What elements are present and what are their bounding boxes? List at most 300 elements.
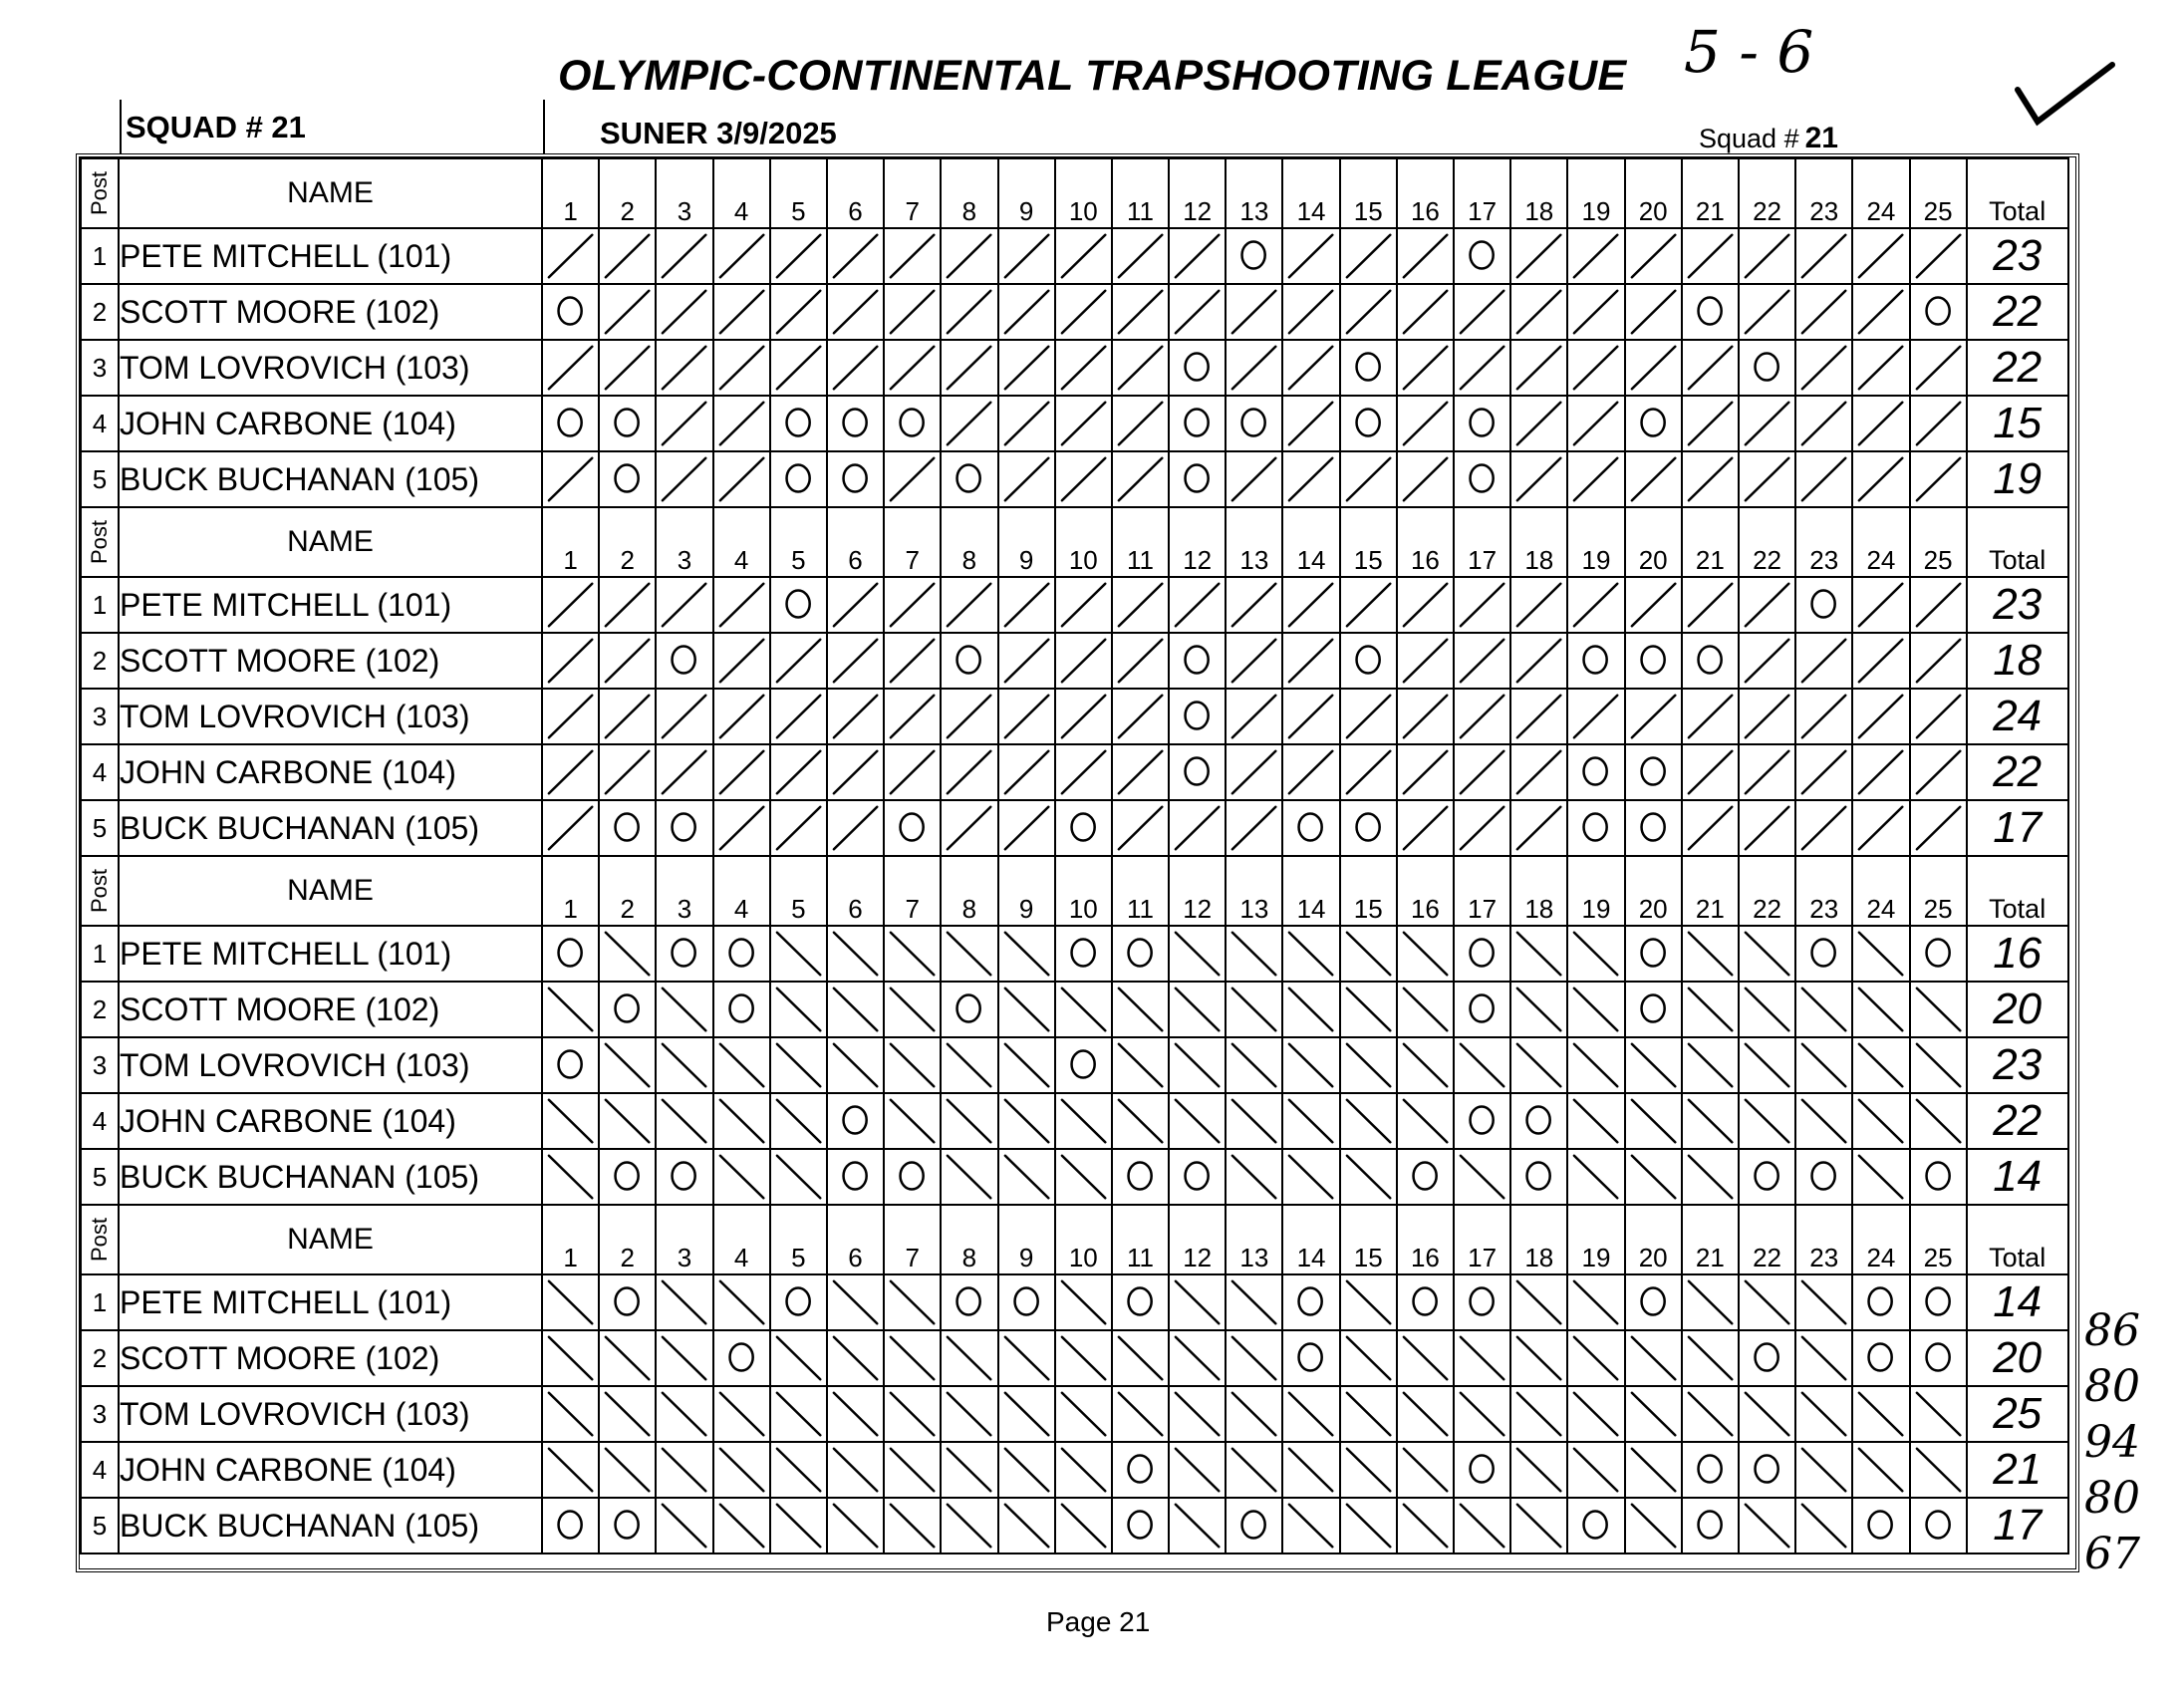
shot-cell bbox=[1226, 1149, 1282, 1205]
shot-cell bbox=[1682, 228, 1739, 284]
hit-slash-icon bbox=[1853, 229, 1908, 283]
shot-cell bbox=[941, 228, 997, 284]
hit-slash-icon bbox=[1455, 1331, 1509, 1385]
shot-cell bbox=[1682, 982, 1739, 1037]
shot-cell bbox=[1510, 689, 1567, 744]
shot-cell bbox=[1454, 1274, 1510, 1330]
hit-slash-icon bbox=[1796, 983, 1851, 1036]
target-number: 15 bbox=[1340, 507, 1397, 577]
shot-cell bbox=[827, 1037, 884, 1093]
hit-slash-icon bbox=[1568, 397, 1623, 450]
hit-slash-icon bbox=[600, 229, 655, 283]
hit-slash-icon bbox=[828, 927, 883, 981]
hit-slash-icon bbox=[771, 801, 826, 855]
hit-slash-icon bbox=[600, 745, 655, 799]
target-number: 23 bbox=[1795, 1205, 1852, 1274]
shot-cell bbox=[599, 451, 656, 507]
shot-cell bbox=[1454, 1037, 1510, 1093]
hit-slash-icon bbox=[1911, 983, 1966, 1036]
shot-cell bbox=[884, 800, 941, 856]
hit-slash-icon bbox=[1568, 1038, 1623, 1092]
shot-cell bbox=[1055, 1093, 1112, 1149]
shot-cell bbox=[1112, 340, 1169, 396]
shot-cell bbox=[1510, 1149, 1567, 1205]
target-number: 19 bbox=[1567, 158, 1624, 228]
miss-circle-icon bbox=[1511, 1094, 1566, 1148]
hit-slash-icon bbox=[1113, 1038, 1168, 1092]
shot-cell bbox=[1226, 228, 1282, 284]
shot-cell bbox=[998, 340, 1055, 396]
shot-cell bbox=[1567, 284, 1624, 340]
shot-cell bbox=[713, 451, 770, 507]
hit-slash-icon bbox=[885, 983, 940, 1036]
hit-slash-icon bbox=[1170, 285, 1225, 339]
shot-cell bbox=[998, 1498, 1055, 1553]
shot-cell bbox=[770, 1386, 827, 1442]
hit-slash-icon bbox=[885, 690, 940, 743]
shot-cell bbox=[1282, 396, 1339, 451]
hit-slash-icon bbox=[600, 634, 655, 688]
shot-cell bbox=[941, 1037, 997, 1093]
hit-slash-icon bbox=[1283, 578, 1338, 632]
shot-cell bbox=[1795, 228, 1852, 284]
shot-cell bbox=[770, 1149, 827, 1205]
miss-circle-icon bbox=[657, 801, 711, 855]
shot-cell bbox=[1910, 800, 1967, 856]
shooter-total: 14 bbox=[1967, 1149, 2068, 1205]
hit-slash-icon bbox=[1227, 452, 1281, 506]
hit-slash-icon bbox=[771, 1150, 826, 1204]
hit-slash-icon bbox=[1911, 578, 1966, 632]
shot-cell bbox=[1739, 926, 1795, 982]
target-number: 16 bbox=[1397, 856, 1454, 926]
hit-slash-icon bbox=[885, 1499, 940, 1553]
shot-cell bbox=[1625, 633, 1682, 689]
shot-cell bbox=[1625, 982, 1682, 1037]
hit-slash-icon bbox=[1283, 1038, 1338, 1092]
shot-cell bbox=[1510, 1037, 1567, 1093]
shot-cell bbox=[1226, 744, 1282, 800]
shot-cell bbox=[1625, 1442, 1682, 1498]
miss-circle-icon bbox=[600, 1499, 655, 1553]
hit-slash-icon bbox=[1056, 1275, 1111, 1329]
target-number: 13 bbox=[1226, 158, 1282, 228]
shot-cell bbox=[1055, 689, 1112, 744]
miss-circle-icon bbox=[1626, 397, 1681, 450]
hit-slash-icon bbox=[942, 397, 996, 450]
hit-slash-icon bbox=[543, 1094, 598, 1148]
hit-slash-icon bbox=[828, 801, 883, 855]
shot-cell bbox=[884, 284, 941, 340]
shot-cell bbox=[1510, 633, 1567, 689]
shot-cell bbox=[941, 800, 997, 856]
hit-slash-icon bbox=[600, 1443, 655, 1497]
hit-slash-icon bbox=[600, 1331, 655, 1385]
shot-cell bbox=[1795, 1330, 1852, 1386]
shot-cell bbox=[713, 1093, 770, 1149]
shot-cell bbox=[1852, 1330, 1909, 1386]
hit-slash-icon bbox=[1341, 1150, 1396, 1204]
shot-cell bbox=[1739, 396, 1795, 451]
miss-circle-icon bbox=[1455, 397, 1509, 450]
hit-slash-icon bbox=[1511, 397, 1566, 450]
shot-cell bbox=[1625, 689, 1682, 744]
shot-cell bbox=[770, 1037, 827, 1093]
hit-slash-icon bbox=[1398, 452, 1453, 506]
target-number: 4 bbox=[713, 1205, 770, 1274]
hit-slash-icon bbox=[1740, 801, 1794, 855]
hit-slash-icon bbox=[1283, 1499, 1338, 1553]
hit-slash-icon bbox=[1227, 1150, 1281, 1204]
shooter-total: 21 bbox=[1967, 1442, 2068, 1498]
miss-circle-icon bbox=[942, 634, 996, 688]
shot-cell bbox=[1739, 577, 1795, 633]
hit-slash-icon bbox=[1911, 1094, 1966, 1148]
shot-cell bbox=[1454, 1498, 1510, 1553]
post-number: 2 bbox=[81, 633, 119, 689]
shot-cell bbox=[1795, 396, 1852, 451]
hit-slash-icon bbox=[1170, 983, 1225, 1036]
shooter-row bbox=[81, 1386, 2068, 1442]
shot-cell bbox=[1454, 1330, 1510, 1386]
hit-slash-icon bbox=[885, 634, 940, 688]
shot-cell bbox=[770, 926, 827, 982]
hit-slash-icon bbox=[1511, 927, 1566, 981]
hit-slash-icon bbox=[1568, 229, 1623, 283]
target-number: 15 bbox=[1340, 158, 1397, 228]
hit-slash-icon bbox=[1740, 690, 1794, 743]
hit-slash-icon bbox=[714, 578, 769, 632]
shot-cell bbox=[1340, 1330, 1397, 1386]
hit-slash-icon bbox=[1683, 983, 1738, 1036]
shot-cell bbox=[1510, 284, 1567, 340]
post-number: 3 bbox=[81, 1037, 119, 1093]
hit-slash-icon bbox=[1227, 1387, 1281, 1441]
shot-cell bbox=[1112, 228, 1169, 284]
miss-circle-icon bbox=[771, 1275, 826, 1329]
shot-cell bbox=[770, 228, 827, 284]
shot-cell bbox=[1567, 396, 1624, 451]
hit-slash-icon bbox=[885, 927, 940, 981]
shot-cell bbox=[1226, 451, 1282, 507]
miss-circle-icon bbox=[600, 1150, 655, 1204]
hit-slash-icon bbox=[1626, 1387, 1681, 1441]
shot-cell bbox=[656, 577, 712, 633]
shot-cell bbox=[713, 1149, 770, 1205]
hit-slash-icon bbox=[999, 983, 1054, 1036]
total-header: Total bbox=[1967, 856, 2068, 926]
shot-cell bbox=[1169, 633, 1226, 689]
hit-slash-icon bbox=[1341, 745, 1396, 799]
hit-slash-icon bbox=[1455, 634, 1509, 688]
post-number: 4 bbox=[81, 396, 119, 451]
post-number: 1 bbox=[81, 577, 119, 633]
hit-slash-icon bbox=[771, 983, 826, 1036]
target-number: 4 bbox=[713, 507, 770, 577]
miss-circle-icon bbox=[1626, 983, 1681, 1036]
shot-cell bbox=[770, 1093, 827, 1149]
shot-cell bbox=[1169, 1498, 1226, 1553]
hit-slash-icon bbox=[1911, 397, 1966, 450]
shot-cell bbox=[1055, 1498, 1112, 1553]
target-number: 18 bbox=[1510, 1205, 1567, 1274]
shot-cell bbox=[1910, 284, 1967, 340]
shot-cell bbox=[1112, 633, 1169, 689]
hit-slash-icon bbox=[657, 1094, 711, 1148]
hit-slash-icon bbox=[1455, 1150, 1509, 1204]
shooter-row bbox=[81, 396, 2068, 451]
shot-cell bbox=[770, 982, 827, 1037]
shot-cell bbox=[1055, 1330, 1112, 1386]
hit-slash-icon bbox=[828, 1038, 883, 1092]
hit-slash-icon bbox=[1227, 745, 1281, 799]
shot-cell bbox=[1567, 1386, 1624, 1442]
shot-cell bbox=[998, 800, 1055, 856]
hit-slash-icon bbox=[600, 927, 655, 981]
shot-cell bbox=[1567, 982, 1624, 1037]
hit-slash-icon bbox=[1911, 745, 1966, 799]
shot-cell bbox=[1169, 340, 1226, 396]
hit-slash-icon bbox=[543, 578, 598, 632]
hit-slash-icon bbox=[1853, 1094, 1908, 1148]
hit-slash-icon bbox=[1170, 1038, 1225, 1092]
miss-circle-icon bbox=[1455, 1443, 1509, 1497]
miss-circle-icon bbox=[600, 452, 655, 506]
miss-circle-icon bbox=[1911, 1150, 1966, 1204]
shot-cell bbox=[998, 577, 1055, 633]
shooter-row bbox=[81, 228, 2068, 284]
miss-circle-icon bbox=[1683, 1443, 1738, 1497]
shot-cell bbox=[1340, 744, 1397, 800]
shot-cell bbox=[827, 1093, 884, 1149]
target-number: 14 bbox=[1282, 507, 1339, 577]
shot-cell bbox=[1055, 1149, 1112, 1205]
shot-cell bbox=[656, 1093, 712, 1149]
hit-slash-icon bbox=[1626, 229, 1681, 283]
hit-slash-icon bbox=[600, 578, 655, 632]
target-number: 20 bbox=[1625, 1205, 1682, 1274]
target-number: 20 bbox=[1625, 158, 1682, 228]
shooter-total: 23 bbox=[1967, 1037, 2068, 1093]
target-number: 5 bbox=[770, 507, 827, 577]
target-number: 7 bbox=[884, 158, 941, 228]
hit-slash-icon bbox=[714, 1499, 769, 1553]
shot-cell bbox=[599, 1330, 656, 1386]
target-number: 3 bbox=[656, 856, 712, 926]
miss-circle-icon bbox=[828, 1150, 883, 1204]
shooter-name: TOM LOVROVICH (103) bbox=[119, 1386, 542, 1442]
post-header bbox=[81, 158, 119, 228]
hit-slash-icon bbox=[1796, 634, 1851, 688]
hit-slash-icon bbox=[1455, 745, 1509, 799]
hit-slash-icon bbox=[1740, 285, 1794, 339]
shot-cell bbox=[656, 284, 712, 340]
hit-slash-icon bbox=[1283, 229, 1338, 283]
shot-cell bbox=[1169, 1330, 1226, 1386]
target-number: 13 bbox=[1226, 1205, 1282, 1274]
shot-cell bbox=[713, 1330, 770, 1386]
hit-slash-icon bbox=[1283, 745, 1338, 799]
shot-cell bbox=[1567, 1498, 1624, 1553]
target-number: 6 bbox=[827, 1205, 884, 1274]
shot-cell bbox=[941, 689, 997, 744]
shot-cell bbox=[1340, 1149, 1397, 1205]
shot-cell bbox=[1625, 340, 1682, 396]
miss-circle-icon bbox=[885, 801, 940, 855]
shot-cell bbox=[884, 1037, 941, 1093]
squad-label-text: Squad # bbox=[1699, 124, 1799, 153]
shot-cell bbox=[770, 1498, 827, 1553]
miss-circle-icon bbox=[1283, 1275, 1338, 1329]
hit-slash-icon bbox=[1398, 983, 1453, 1036]
hit-slash-icon bbox=[714, 285, 769, 339]
shot-cell bbox=[1055, 1274, 1112, 1330]
hit-slash-icon bbox=[828, 229, 883, 283]
hit-slash-icon bbox=[1511, 634, 1566, 688]
hit-slash-icon bbox=[1511, 690, 1566, 743]
shot-cell bbox=[1454, 451, 1510, 507]
shooter-row bbox=[81, 1330, 2068, 1386]
hit-slash-icon bbox=[1511, 745, 1566, 799]
miss-circle-icon bbox=[657, 1150, 711, 1204]
shot-cell bbox=[1739, 1442, 1795, 1498]
header-divider-left bbox=[120, 100, 122, 154]
shot-cell bbox=[998, 1037, 1055, 1093]
miss-circle-icon bbox=[1853, 1499, 1908, 1553]
shot-cell bbox=[1169, 1093, 1226, 1149]
target-number: 15 bbox=[1340, 856, 1397, 926]
hit-slash-icon bbox=[1568, 285, 1623, 339]
target-number: 18 bbox=[1510, 856, 1567, 926]
hit-slash-icon bbox=[1398, 1331, 1453, 1385]
shot-cell bbox=[884, 451, 941, 507]
hit-slash-icon bbox=[1568, 341, 1623, 395]
miss-circle-icon bbox=[1683, 1499, 1738, 1553]
hit-slash-icon bbox=[1683, 1331, 1738, 1385]
shot-cell bbox=[1055, 633, 1112, 689]
hit-slash-icon bbox=[1455, 341, 1509, 395]
miss-circle-icon bbox=[1853, 1331, 1908, 1385]
hit-slash-icon bbox=[885, 745, 940, 799]
hit-slash-icon bbox=[714, 1038, 769, 1092]
hit-slash-icon bbox=[942, 578, 996, 632]
shooter-name: JOHN CARBONE (104) bbox=[119, 1442, 542, 1498]
hit-slash-icon bbox=[1227, 285, 1281, 339]
hit-slash-icon bbox=[999, 397, 1054, 450]
shot-cell bbox=[1739, 1386, 1795, 1442]
hit-slash-icon bbox=[1283, 285, 1338, 339]
target-number: 4 bbox=[713, 856, 770, 926]
hit-slash-icon bbox=[714, 341, 769, 395]
hit-slash-icon bbox=[828, 745, 883, 799]
hit-slash-icon bbox=[1796, 397, 1851, 450]
round-header-row bbox=[81, 507, 2068, 577]
shot-cell bbox=[1169, 982, 1226, 1037]
hit-slash-icon bbox=[1056, 285, 1111, 339]
shot-cell bbox=[827, 1149, 884, 1205]
shot-cell bbox=[884, 1442, 941, 1498]
shot-cell bbox=[1397, 1330, 1454, 1386]
hit-slash-icon bbox=[885, 1387, 940, 1441]
target-number: 8 bbox=[941, 507, 997, 577]
shooter-total: 15 bbox=[1967, 396, 2068, 451]
hit-slash-icon bbox=[999, 1150, 1054, 1204]
shooter-name: SCOTT MOORE (102) bbox=[119, 284, 542, 340]
hit-slash-icon bbox=[1683, 745, 1738, 799]
hit-slash-icon bbox=[1170, 1387, 1225, 1441]
hit-slash-icon bbox=[1911, 1038, 1966, 1092]
target-number: 5 bbox=[770, 158, 827, 228]
hit-slash-icon bbox=[1398, 229, 1453, 283]
hit-slash-icon bbox=[942, 341, 996, 395]
hit-slash-icon bbox=[1283, 983, 1338, 1036]
hit-slash-icon bbox=[1227, 1038, 1281, 1092]
shot-cell bbox=[656, 633, 712, 689]
hit-slash-icon bbox=[1511, 1499, 1566, 1553]
hit-slash-icon bbox=[885, 452, 940, 506]
hit-slash-icon bbox=[1683, 1275, 1738, 1329]
shot-cell bbox=[1226, 1442, 1282, 1498]
hit-slash-icon bbox=[1740, 983, 1794, 1036]
name-header: NAME bbox=[119, 856, 542, 926]
hit-slash-icon bbox=[1341, 1331, 1396, 1385]
shot-cell bbox=[542, 1498, 599, 1553]
hit-slash-icon bbox=[1740, 1094, 1794, 1148]
shot-cell bbox=[1682, 633, 1739, 689]
shot-cell bbox=[599, 1093, 656, 1149]
shot-cell bbox=[1682, 1498, 1739, 1553]
hit-slash-icon bbox=[1626, 1150, 1681, 1204]
post-number: 2 bbox=[81, 284, 119, 340]
miss-circle-icon bbox=[1227, 397, 1281, 450]
shot-cell bbox=[1282, 1037, 1339, 1093]
miss-circle-icon bbox=[1740, 1331, 1794, 1385]
hit-slash-icon bbox=[999, 801, 1054, 855]
target-number: 5 bbox=[770, 856, 827, 926]
miss-circle-icon bbox=[942, 452, 996, 506]
shot-cell bbox=[1112, 1093, 1169, 1149]
post-number: 2 bbox=[81, 1330, 119, 1386]
miss-circle-icon bbox=[1853, 1275, 1908, 1329]
shot-cell bbox=[656, 228, 712, 284]
hit-slash-icon bbox=[1626, 1443, 1681, 1497]
shot-cell bbox=[599, 284, 656, 340]
shot-cell bbox=[1397, 1093, 1454, 1149]
hit-slash-icon bbox=[1511, 1275, 1566, 1329]
miss-circle-icon bbox=[828, 452, 883, 506]
hit-slash-icon bbox=[771, 927, 826, 981]
shooter-name: SCOTT MOORE (102) bbox=[119, 1330, 542, 1386]
hit-slash-icon bbox=[1511, 1038, 1566, 1092]
post-header bbox=[81, 856, 119, 926]
shot-cell bbox=[770, 340, 827, 396]
shot-cell bbox=[1510, 228, 1567, 284]
hit-slash-icon bbox=[1056, 229, 1111, 283]
miss-circle-icon bbox=[1796, 927, 1851, 981]
shooter-row bbox=[81, 800, 2068, 856]
shot-cell bbox=[998, 982, 1055, 1037]
shot-cell bbox=[542, 689, 599, 744]
shooter-total: 19 bbox=[1967, 451, 2068, 507]
post-number: 2 bbox=[81, 982, 119, 1037]
shot-cell bbox=[1510, 982, 1567, 1037]
target-number: 7 bbox=[884, 507, 941, 577]
hit-slash-icon bbox=[1796, 801, 1851, 855]
shooter-name: TOM LOVROVICH (103) bbox=[119, 340, 542, 396]
hit-slash-icon bbox=[771, 1038, 826, 1092]
shot-cell bbox=[656, 340, 712, 396]
shot-cell bbox=[941, 633, 997, 689]
